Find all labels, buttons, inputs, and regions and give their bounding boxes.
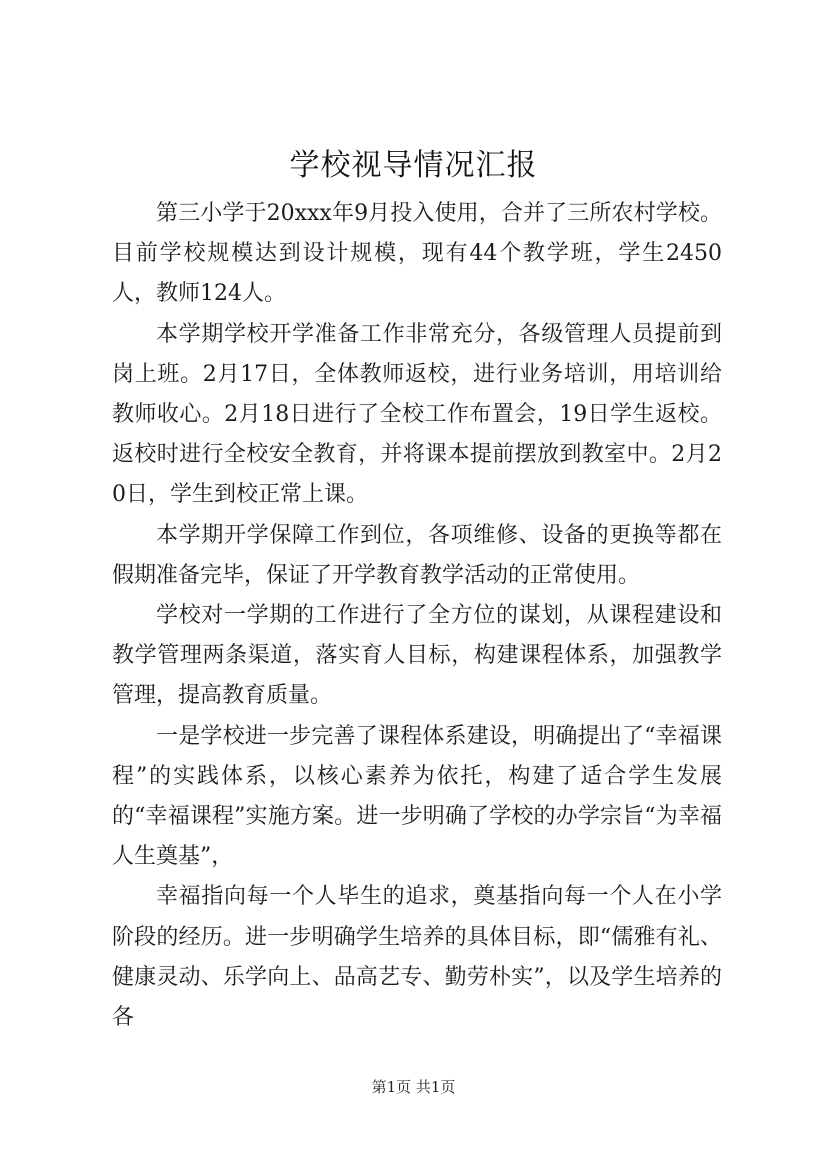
paragraph-support-work: 本学期开学保障工作到位，各项维修、设备的更换等都在假期准备完毕，保证了开学教育教学活动的正常使用。 xyxy=(112,522,722,588)
paragraph-semester-planning: 学校对一学期的工作进行了全方位的谋划，从课程建设和教学管理两条渠道，落实育人目标，构建课程体系，加强教学管理，提高教育质量。 xyxy=(112,603,722,709)
page-number-footer: 第1页 共1页 xyxy=(371,1078,456,1096)
paragraph-semester-preparation: 本学期学校开学准备工作非常充分，各级管理人员提前到岗上班。2月17日，全体教师返校，进行业务培训，用培训给教师收心。2月18日进行了全校工作布置会，19日学生返校。返校时进行全校安全教育，并将课本提前摆放到教室中。2月20日，学生到校正常上课。 xyxy=(112,321,722,508)
document-body xyxy=(112,194,722,1038)
paragraph-training-goals: 幸福指向每一个人毕生的追求，奠基指向每一个人在小学阶段的经历。进一步明确学生培养的具体目标，即“儒雅有礼、健康灵动、乐学向上、品高艺专、勤劳朴实”，以及学生培养的各 xyxy=(112,884,722,1031)
paragraph-school-overview: 第三小学于20xxx年9月投入使用，合并了三所农村学校。目前学校规模达到设计规模，现有44个教学班，学生2450人，教师124人。 xyxy=(112,201,722,307)
paragraph-curriculum-system: 一是学校进一步完善了课程体系建设，明确提出了“幸福课程”的实践体系，以核心素养为依托，构建了适合学生发展的“幸福课程”实施方案。进一步明确了学校的办学宗旨“为幸福人生奠基”， xyxy=(112,723,722,870)
document-title: 学校视导情况汇报 xyxy=(289,148,538,183)
